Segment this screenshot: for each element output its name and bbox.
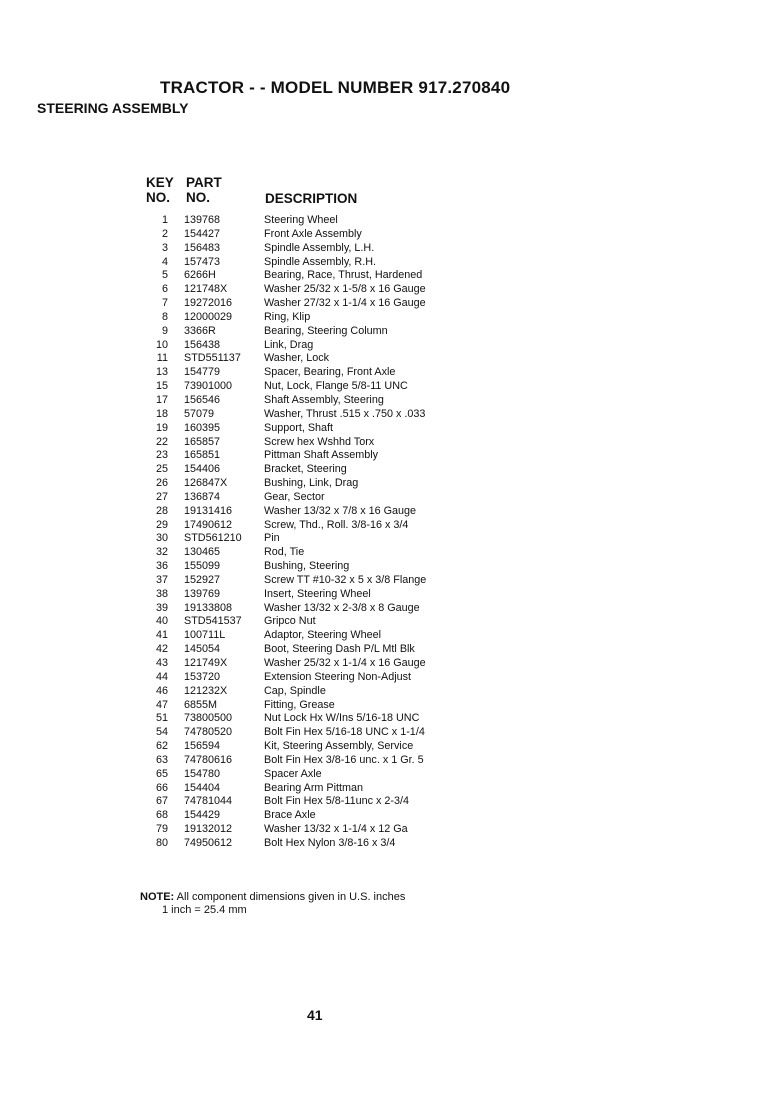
part-no: 152927 xyxy=(184,573,221,586)
part-description: Spacer, Bearing, Front Axle xyxy=(264,366,396,379)
part-no: 157473 xyxy=(184,255,221,268)
table-row xyxy=(140,823,460,837)
part-no: 74950612 xyxy=(184,836,233,849)
key-no-header xyxy=(146,175,174,205)
part-no: 155099 xyxy=(184,560,221,573)
part-description: Gear, Sector xyxy=(264,490,325,503)
table-row xyxy=(140,574,460,588)
page-title: TRACTOR - - MODEL NUMBER 917.270840 xyxy=(160,78,511,97)
part-no: 136874 xyxy=(184,490,221,503)
part-description: Bracket, Steering xyxy=(264,463,347,476)
part-description: Front Axle Assembly xyxy=(264,227,362,240)
table-row xyxy=(140,505,460,519)
key-no: 3 xyxy=(161,241,168,254)
part-description: Nut Lock Hx W/Ins 5/16-18 UNC xyxy=(264,712,420,725)
part-no: 156594 xyxy=(184,740,221,753)
key-no: 29 xyxy=(155,518,168,531)
part-description: Kit, Steering Assembly, Service xyxy=(264,740,414,753)
part-description: Bearing, Steering Column xyxy=(264,324,388,337)
table-row xyxy=(140,560,460,574)
table-row xyxy=(140,408,460,422)
table-row xyxy=(140,325,460,339)
page-number: 41 xyxy=(307,1007,323,1023)
part-no: 100711L xyxy=(184,629,226,642)
part-no: 154429 xyxy=(184,809,221,822)
key-no: 18 xyxy=(155,407,168,420)
table-row xyxy=(140,394,460,408)
description-header: DESCRIPTION xyxy=(265,191,358,206)
part-description: Washer 13/32 x 2-3/8 x 8 Gauge xyxy=(264,601,420,614)
part-description: Fitting, Grease xyxy=(264,698,335,711)
table-row xyxy=(140,768,460,782)
table-row xyxy=(140,809,460,823)
key-no: 46 xyxy=(155,684,168,697)
key-no: 79 xyxy=(155,823,168,836)
table-row xyxy=(140,588,460,602)
part-no: 154779 xyxy=(184,366,221,379)
table-row xyxy=(140,311,460,325)
key-no: 4 xyxy=(161,255,168,268)
part-header-line1: PART xyxy=(186,175,222,190)
part-no: 165851 xyxy=(184,449,221,462)
part-description: Nut, Lock, Flange 5/8-11 UNC xyxy=(264,380,408,393)
part-no: 6855M xyxy=(184,698,218,711)
part-no: 121749X xyxy=(184,657,228,669)
part-no: 156483 xyxy=(184,241,221,254)
part-description: Pin xyxy=(264,532,280,545)
key-no: 37 xyxy=(155,573,168,586)
key-no: 28 xyxy=(155,504,168,517)
key-no: 7 xyxy=(161,297,168,310)
part-description: Insert, Steering Wheel xyxy=(264,587,371,600)
note-label: NOTE: xyxy=(140,891,175,903)
part-no: 74780616 xyxy=(184,753,233,766)
key-no: 65 xyxy=(155,767,168,780)
key-no: 10 xyxy=(155,338,168,351)
table-row xyxy=(140,463,460,477)
table-row xyxy=(140,643,460,657)
part-no: 154427 xyxy=(184,227,221,240)
part-no: 74780520 xyxy=(184,726,233,739)
part-description: Bolt Fin Hex 5/16-18 UNC x 1-1/4 xyxy=(264,726,425,739)
key-no: 15 xyxy=(155,380,168,393)
key-no: 11 xyxy=(156,352,168,365)
note xyxy=(140,890,405,904)
part-no: 126847X xyxy=(184,477,228,490)
key-no: 22 xyxy=(155,435,168,448)
table-row xyxy=(140,228,460,242)
part-no: 154780 xyxy=(184,767,221,780)
table-row xyxy=(140,837,460,851)
key-no: 9 xyxy=(161,324,168,337)
part-description: Washer 25/32 x 1-5/8 x 16 Gauge xyxy=(264,283,426,296)
part-no: STD561210 xyxy=(184,532,242,545)
table-row xyxy=(140,491,460,505)
key-no: 6 xyxy=(161,283,168,296)
part-description: Bolt Fin Hex 3/8-16 unc. x 1 Gr. 5 xyxy=(264,753,424,766)
table-row xyxy=(140,283,460,297)
part-description: Rod, Tie xyxy=(264,546,305,559)
key-no: 54 xyxy=(155,726,168,739)
table-row xyxy=(140,629,460,643)
key-header-line1: KEY xyxy=(146,175,174,190)
part-no: 160395 xyxy=(184,421,221,434)
part-description: Bolt Fin Hex 5/8-11unc x 2-3/4 xyxy=(264,795,410,808)
part-no: 3366R xyxy=(184,324,216,337)
key-no: 67 xyxy=(155,795,168,808)
part-no: 139768 xyxy=(184,214,221,226)
note-text: All component dimensions given in U.S. inches xyxy=(174,891,406,903)
part-no-header xyxy=(186,175,222,205)
part-description: Spindle Assembly, L.H. xyxy=(264,241,375,254)
part-description: Pittman Shaft Assembly xyxy=(264,449,379,462)
table-row xyxy=(140,546,460,560)
part-description: Spindle Assembly, R.H. xyxy=(264,255,377,268)
table-row xyxy=(140,782,460,796)
part-description: Bearing, Race, Thrust, Hardened xyxy=(264,269,423,282)
part-description: Gripco Nut xyxy=(264,615,316,628)
table-row xyxy=(140,602,460,616)
table-row xyxy=(140,519,460,533)
part-description: Screw hex Wshhd Torx xyxy=(264,435,375,448)
part-description: Brace Axle xyxy=(264,809,316,822)
key-no: 39 xyxy=(155,601,168,614)
table-row xyxy=(140,366,460,380)
part-no: 57079 xyxy=(184,407,215,420)
key-no: 47 xyxy=(155,698,168,711)
part-header-line2: NO. xyxy=(186,190,211,205)
key-no: 42 xyxy=(155,643,168,656)
key-no: 2 xyxy=(161,227,168,240)
key-no: 8 xyxy=(161,310,168,323)
key-no: 63 xyxy=(155,753,168,766)
table-row xyxy=(140,532,460,546)
part-description: Steering Wheel xyxy=(264,214,338,226)
key-no: 23 xyxy=(155,449,168,462)
part-no: 73800500 xyxy=(184,712,233,725)
part-description: Bushing, Steering xyxy=(264,560,350,573)
table-row xyxy=(140,712,460,726)
key-header-line2: NO. xyxy=(146,190,171,205)
key-no: 19 xyxy=(155,421,168,434)
table-row xyxy=(140,754,460,768)
parts-list xyxy=(140,214,460,851)
part-no: 19272016 xyxy=(184,297,233,310)
part-description: Cap, Spindle xyxy=(264,684,326,697)
part-no: 12000029 xyxy=(184,310,233,323)
part-no: 121232X xyxy=(184,684,228,697)
part-no: 156438 xyxy=(184,338,221,351)
part-no: 19132012 xyxy=(184,823,233,836)
part-no: 165857 xyxy=(184,435,221,448)
key-no: 66 xyxy=(155,781,168,794)
part-description: Bushing, Link, Drag xyxy=(264,477,359,490)
part-no: 130465 xyxy=(184,546,221,559)
part-no: 156546 xyxy=(184,393,221,406)
key-no: 44 xyxy=(155,670,168,683)
table-row xyxy=(140,795,460,809)
part-description: Support, Shaft xyxy=(264,421,334,434)
part-description: Screw, Thd., Roll. 3/8-16 x 3/4 xyxy=(264,518,409,531)
part-description: Boot, Steering Dash P/L Mtl Blk xyxy=(264,643,415,656)
table-row xyxy=(140,269,460,283)
key-no: 25 xyxy=(155,463,168,476)
table-row xyxy=(140,740,460,754)
key-no: 62 xyxy=(155,740,168,753)
part-description: Link, Drag xyxy=(264,338,314,351)
table-row xyxy=(140,422,460,436)
key-no: 17 xyxy=(155,393,168,406)
key-no: 13 xyxy=(155,366,168,379)
key-no: 38 xyxy=(155,587,168,600)
part-description: Ring, Klip xyxy=(264,310,311,323)
part-description: Shaft Assembly, Steering xyxy=(264,393,384,406)
table-row xyxy=(140,477,460,491)
key-no: 43 xyxy=(155,657,168,669)
part-no: 19131416 xyxy=(184,504,233,517)
table-row xyxy=(140,671,460,685)
key-no: 30 xyxy=(155,532,168,545)
key-no: 27 xyxy=(155,490,168,503)
part-no: 19133808 xyxy=(184,601,233,614)
part-description: Screw TT #10-32 x 5 x 3/8 Flange xyxy=(264,573,427,586)
table-row xyxy=(140,685,460,699)
part-description: Extension Steering Non-Adjust xyxy=(264,670,412,683)
part-description: Washer 13/32 x 7/8 x 16 Gauge xyxy=(264,504,417,517)
part-description: Washer, Lock xyxy=(264,352,330,365)
key-no: 68 xyxy=(155,809,168,822)
key-no: 1 xyxy=(161,214,168,226)
part-no: 154406 xyxy=(184,463,221,476)
key-no: 40 xyxy=(155,615,168,628)
key-no: 41 xyxy=(155,629,168,642)
part-description: Washer 25/32 x 1-1/4 x 16 Gauge xyxy=(264,657,426,669)
part-description: Washer, Thrust .515 x .750 x .033 xyxy=(264,407,426,420)
part-no: 17490612 xyxy=(184,518,233,531)
note-conversion: 1 inch = 25.4 mm xyxy=(162,904,247,916)
table-row xyxy=(140,339,460,353)
key-no: 32 xyxy=(155,546,168,559)
part-no: 121748X xyxy=(184,283,228,296)
table-row xyxy=(140,615,460,629)
key-no: 26 xyxy=(155,477,168,490)
part-no: 73901000 xyxy=(184,380,233,393)
part-no: 6266H xyxy=(184,269,216,282)
section-title: STEERING ASSEMBLY xyxy=(37,100,189,116)
part-no: 153720 xyxy=(184,670,221,683)
part-no: 74781044 xyxy=(184,795,233,808)
key-no: 5 xyxy=(161,269,168,282)
table-row xyxy=(140,214,460,228)
table-row xyxy=(140,352,460,366)
part-description: Spacer Axle xyxy=(264,767,322,780)
table-row xyxy=(140,699,460,713)
part-description: Washer 27/32 x 1-1/4 x 16 Gauge xyxy=(264,297,426,310)
key-no: 80 xyxy=(155,836,168,849)
part-no: STD551137 xyxy=(184,352,241,365)
part-no: 154404 xyxy=(184,781,221,794)
part-no: 139769 xyxy=(184,587,221,600)
table-row xyxy=(140,297,460,311)
part-description: Bolt Hex Nylon 3/8-16 x 3/4 xyxy=(264,836,396,849)
part-no: 145054 xyxy=(184,643,221,656)
key-no: 51 xyxy=(155,712,168,725)
table-row xyxy=(140,380,460,394)
part-description: Adaptor, Steering Wheel xyxy=(264,629,382,642)
table-row xyxy=(140,242,460,256)
key-no: 36 xyxy=(155,560,168,573)
table-row xyxy=(140,256,460,270)
table-row xyxy=(140,449,460,463)
part-description: Washer 13/32 x 1-1/4 x 12 Ga xyxy=(264,823,408,836)
part-no: STD541537 xyxy=(184,615,242,628)
table-row xyxy=(140,436,460,450)
table-row xyxy=(140,657,460,671)
table-row xyxy=(140,726,460,740)
part-description: Bearing Arm Pittman xyxy=(264,781,364,794)
